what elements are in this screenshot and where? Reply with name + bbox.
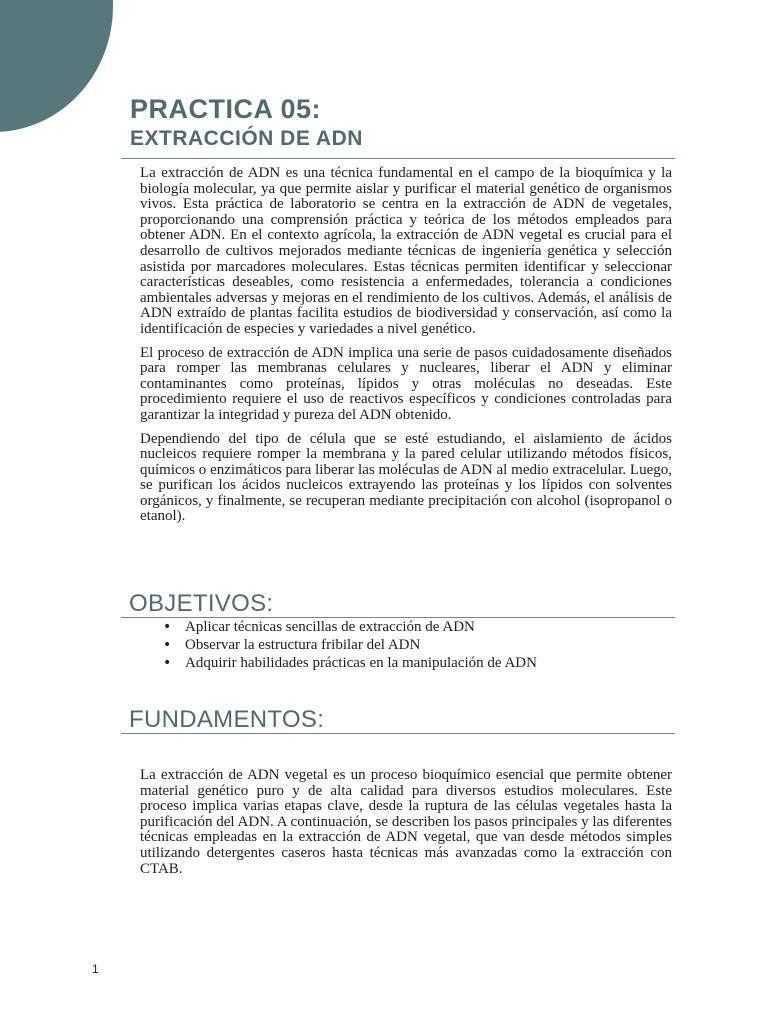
page-title: PRACTICA 05:	[130, 94, 322, 124]
objective-item: • Observar la estructura fribilar del ADN	[163, 636, 537, 654]
intro-paragraph-1: La extracción de ADN es una técnica fundamental en el campo de la bioquímica y la biología molecular, ya que permite aislar y purificar el material genético de organismos vivos. Esta práctica de laboratorio se centra en la extracción de ADN de vegetales, proporcionando una comprensión práctica y teórica de los métodos empleados para obtener ADN. En el contexto agrícola, la extracción de ADN vegetal es crucial para el desarrollo de cultivos mejorados mediante técnicas de ingeniería genética y selección asistida por marcadores moleculares. Estas técnicas permiten identificar y seleccionar características deseables, como resistencia a enfermedades, tolerancia a condiciones ambientales adversas y mejoras en el rendimiento de los cultivos. Además, el análisis de ADN extraído de plantas facilita estudios de biodiversidad y conservación, así como la identificación de especies y variedades a nivel genético.	[140, 165, 672, 337]
title-divider	[121, 158, 675, 159]
intro-paragraph-2: El proceso de extracción de ADN implica una serie de pasos cuidadosamente diseñados para romper las membranas celulares y nucleares, liberar el ADN y eliminar contaminantes como proteínas, lípidos y otras moléculas no deseadas. Este procedimiento requiere el uso de reactivos específicos y condiciones controladas para garantizar la integridad y pureza del ADN obtenido.	[140, 344, 672, 423]
objectives-heading: OBJETIVOS:	[129, 590, 274, 617]
fundamentals-heading: FUNDAMENTOS:	[129, 706, 325, 733]
fundamentals-divider	[121, 733, 675, 734]
intro-paragraph-3: Dependiendo del tipo de célula que se esté estudiando, el aislamiento de ácidos nucleicos requiere romper la membrana y la pared celular utilizando métodos físicos, químicos o enzimáticos para liberar las moléculas de ADN al medio extracelular. Luego, se purifican los ácidos nucleicos extrayendo las proteínas y los lípidos con solventes orgánicos, y finalmente, se recuperan mediante precipitación con alcohol (isopropanol o etanol).	[140, 430, 672, 525]
objective-item: • Adquirir habilidades prácticas en la manipulación de ADN	[163, 654, 537, 672]
fundamentals-section	[140, 768, 672, 885]
page-subtitle: EXTRACCIÓN DE ADN	[130, 127, 363, 150]
title-block	[130, 93, 675, 152]
fundamentals-paragraph: La extracción de ADN vegetal es un proceso bioquímico esencial que permite obtener material genético puro y de alta calidad para diversos estudios moleculares. Este proceso implica varias etapas clave, desde la ruptura de las células vegetales hasta la purificación del ADN. A continuación, se describen los pasos principales y las diferentes técnicas empleadas en la extracción de ADN vegetal, que van desde métodos simples utilizando detergentes caseros hasta técnicas más avanzadas como la extracción con CTAB.	[140, 767, 672, 877]
intro-section	[140, 166, 672, 533]
objectives-list	[163, 618, 537, 672]
page-number: 1	[92, 962, 99, 976]
decorative-circle	[0, 0, 113, 132]
objective-item: • Aplicar técnicas sencillas de extracción de ADN	[163, 618, 537, 636]
